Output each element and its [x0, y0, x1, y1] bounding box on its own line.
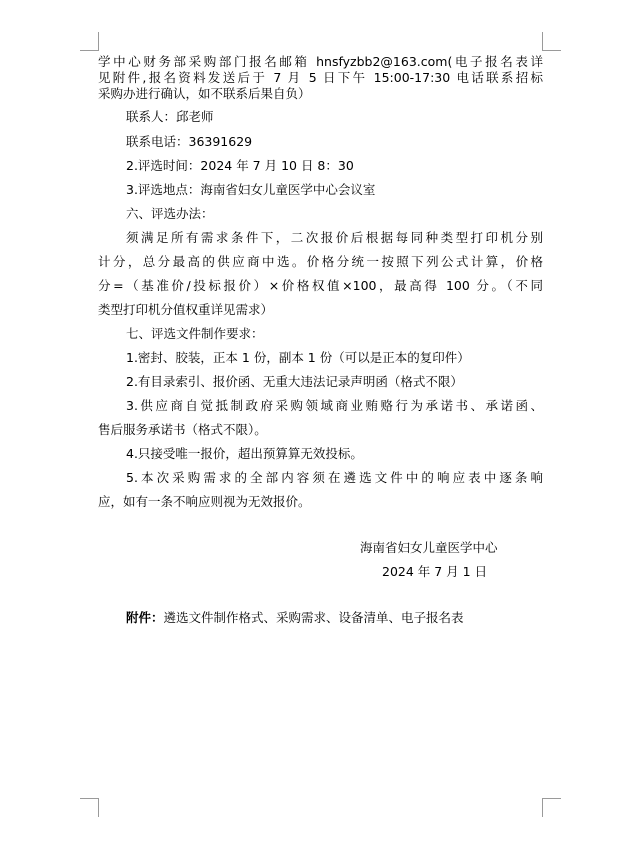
body-line: 分=（基准价/投标报价）×价格权值×100，最高得 100 分。（不同: [98, 278, 543, 293]
body-line: 学中心财务部采购部门报名邮箱 hnsfyzbb2@163.com(电子报名表详: [98, 54, 543, 69]
evaluation-time: 2.评选时间：2024 年 7 月 10 日 8：30: [126, 158, 354, 173]
attachment-text: 遴选文件制作格式、采购需求、设备清单、电子报名表: [163, 610, 464, 625]
requirement-item: 4.只接受唯一报价，超出预算算无效投标。: [126, 446, 363, 461]
requirement-item: 应，如有一条不响应则视为无效报价。: [98, 494, 311, 509]
attachment-label: 附件：: [126, 610, 164, 625]
requirement-item: 2.有目录索引、报价函、无重大违法记录声明函（格式不限）: [126, 374, 463, 389]
body-line: 见附件,报名资料发送后于 7 月 5 日下午 15:00-17:30 电话联系招标: [98, 70, 543, 85]
signature-organization: 海南省妇女儿童医学中心: [360, 540, 498, 555]
body-line: 须满足所有需求条件下，二次报价后根据每同种类型打印机分别: [126, 230, 543, 245]
body-line: 类型打印机分值权重详见需求）: [98, 302, 274, 317]
requirement-item: 5.本次采购需求的全部内容须在遴选文件中的响应表中逐条响: [126, 470, 543, 485]
attachment-line: [126, 610, 464, 626]
contact-phone: 联系电话：36391629: [126, 134, 253, 149]
corner-mark-bottom-left: [80, 798, 99, 817]
contact-person: 联系人：邱老师: [126, 109, 214, 124]
requirement-item: 3.供应商自觉抵制政府采购领域商业贿赂行为承诺书、承诺函、: [126, 398, 543, 413]
corner-mark-top-right: [542, 32, 561, 51]
body-line: 计分，总分最高的供应商中选。价格分统一按照下列公式计算，价格: [98, 254, 543, 269]
signature-date: 2024 年 7 月 1 日: [382, 564, 488, 579]
body-line: 采购办进行确认，如不联系后果自负）: [98, 86, 311, 101]
section-heading-method: 六、评选办法：: [126, 206, 214, 221]
corner-mark-bottom-right: [542, 798, 561, 817]
requirement-item: 1.密封、胶装，正本 1 份，副本 1 份（可以是正本的复印件）: [126, 350, 470, 365]
section-heading-requirements: 七、评选文件制作要求：: [126, 326, 264, 341]
evaluation-location: 3.评选地点：海南省妇女儿童医学中心会议室: [126, 182, 376, 197]
corner-mark-top-left: [80, 32, 99, 51]
requirement-item: 售后服务承诺书（格式不限）。: [98, 422, 267, 437]
